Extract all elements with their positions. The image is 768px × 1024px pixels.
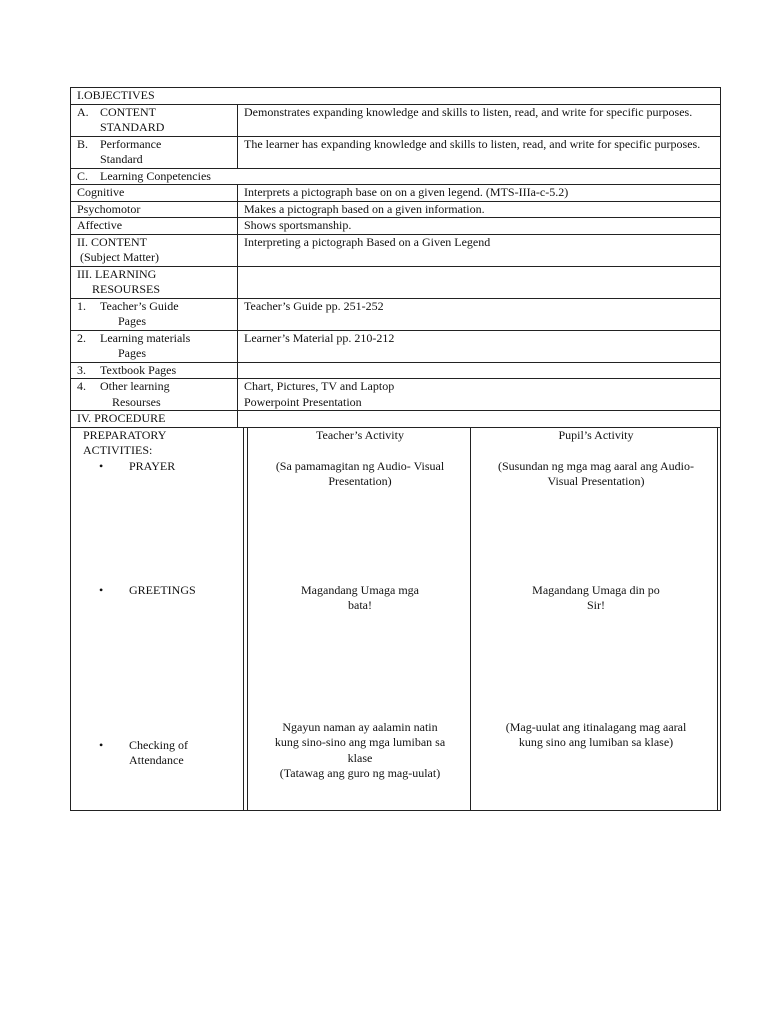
- resource-label: Other learning Resourses: [100, 379, 170, 409]
- resource-label-cell: [71, 298, 238, 330]
- procedure-heading-row: [71, 411, 721, 428]
- activity-prayer: [99, 459, 175, 475]
- pupil-attendance: (Mag-uulat ang itinalagang mag aaral kung sino ang lumiban sa klase): [505, 719, 687, 749]
- pupil-activity-header: Pupil’s Activity: [558, 427, 634, 442]
- learning-competencies-letter: C.: [77, 168, 89, 183]
- content-standard-letter: A.: [77, 104, 89, 119]
- resource-label: Textbook Pages: [100, 362, 177, 377]
- psychomotor-row: [71, 201, 721, 218]
- resource-row: [71, 298, 721, 330]
- teacher-greetings: Magandang Umaga mga bata!: [301, 582, 419, 612]
- resource-number: 2.: [77, 330, 86, 345]
- resource-number: 4.: [77, 379, 86, 393]
- resource-value: Chart, Pictures, TV and Laptop Powerpoint Presentation: [238, 379, 721, 411]
- activity-label: PRAYER: [129, 458, 176, 473]
- content-standard-row: [71, 104, 721, 136]
- resource-value: Learner’s Material pp. 210-212: [238, 330, 721, 362]
- performance-standard-label: Performance Standard: [100, 136, 162, 166]
- lesson-plan-table: [70, 87, 721, 811]
- activity-greetings: [99, 583, 196, 599]
- teacher-attendance: Ngayun naman ay aalamin natin kung sino-sino ang mga lumiban sa klase (Tatawag ang guro ng mag-uulat): [274, 719, 446, 780]
- content-standard-label-cell: [71, 104, 238, 136]
- content-standard-value: Demonstrates expanding knowledge and skills to listen, read, and write for specific purposes.: [238, 104, 721, 136]
- procedure-heading: IV. PROCEDURE: [71, 411, 238, 428]
- cognitive-row: [71, 185, 721, 202]
- resources-heading-value: [238, 266, 721, 298]
- procedure-heading-value: [238, 411, 721, 428]
- preparatory-activities-label: PREPARATORY ACTIVITIES:: [83, 427, 167, 457]
- psychomotor-label: Psychomotor: [71, 201, 238, 218]
- cognitive-value: Interprets a pictograph base on on a given legend. (MTS-IIIa-c-5.2): [238, 185, 721, 202]
- resource-label-cell: [71, 379, 238, 411]
- content-row: [71, 234, 721, 266]
- resource-number: 1.: [77, 298, 86, 313]
- content-value: Interpreting a pictograph Based on a Given Legend: [238, 234, 721, 266]
- resource-row: [71, 362, 721, 379]
- procedure-cell: [71, 427, 721, 810]
- performance-standard-value: The learner has expanding knowledge and skills to listen, read, and write for specific purposes.: [238, 136, 721, 168]
- performance-standard-row: [71, 136, 721, 168]
- resource-row: [71, 330, 721, 362]
- teacher-activity-header: Teacher’s Activity: [316, 427, 404, 442]
- performance-standard-letter: B.: [77, 136, 89, 151]
- resource-label-cell: [71, 362, 238, 379]
- activity-label: Checking of Attendance: [129, 737, 188, 767]
- teacher-activity-column: [251, 428, 469, 810]
- bullet-icon: •: [99, 458, 104, 473]
- learning-competencies-label: Learning Conpetencies: [100, 168, 211, 183]
- performance-standard-label-cell: [71, 136, 238, 168]
- bullet-icon: •: [99, 737, 104, 752]
- content-label: II. CONTENT (Subject Matter): [71, 234, 238, 266]
- resource-value: Teacher’s Guide pp. 251-252: [238, 298, 721, 330]
- column-divider: [717, 428, 718, 810]
- resources-heading: III. LEARNING RESOURSES: [71, 266, 238, 298]
- pupil-prayer: (Susundan ng mga mag aaral ang Audio- Visual Presentation): [498, 458, 694, 488]
- learning-competencies-cell: [71, 168, 721, 185]
- bullet-icon: •: [99, 582, 104, 597]
- resource-row: [71, 379, 721, 411]
- learning-competencies-row: [71, 168, 721, 185]
- pupil-activity-column: [477, 428, 715, 810]
- affective-row: [71, 218, 721, 235]
- resource-number: 3.: [77, 362, 86, 377]
- resources-heading-row: [71, 266, 721, 298]
- cognitive-label: Cognitive: [71, 185, 238, 202]
- pupil-greetings: Magandang Umaga din po Sir!: [532, 582, 660, 612]
- activity-attendance: [99, 738, 188, 769]
- column-divider: [470, 428, 471, 810]
- column-divider: [247, 428, 248, 810]
- affective-value: Shows sportsmanship.: [238, 218, 721, 235]
- psychomotor-value: Makes a pictograph based on a given information.: [238, 201, 721, 218]
- teacher-prayer: (Sa pamamagitan ng Audio- Visual Presentation): [275, 458, 445, 488]
- resource-label: Learning materials Pages: [100, 330, 191, 360]
- affective-label: Affective: [71, 218, 238, 235]
- procedure-area: [77, 428, 714, 810]
- column-divider: [243, 428, 244, 810]
- activity-label: GREETINGS: [129, 582, 196, 597]
- procedure-row: [71, 427, 721, 810]
- objectives-row: [71, 88, 721, 105]
- objectives-heading: I.OBJECTIVES: [71, 88, 721, 105]
- content-standard-label: CONTENT STANDARD: [100, 104, 165, 134]
- resource-value: [238, 362, 721, 379]
- resource-label-cell: [71, 330, 238, 362]
- resource-label: Teacher’s Guide Pages: [100, 298, 179, 328]
